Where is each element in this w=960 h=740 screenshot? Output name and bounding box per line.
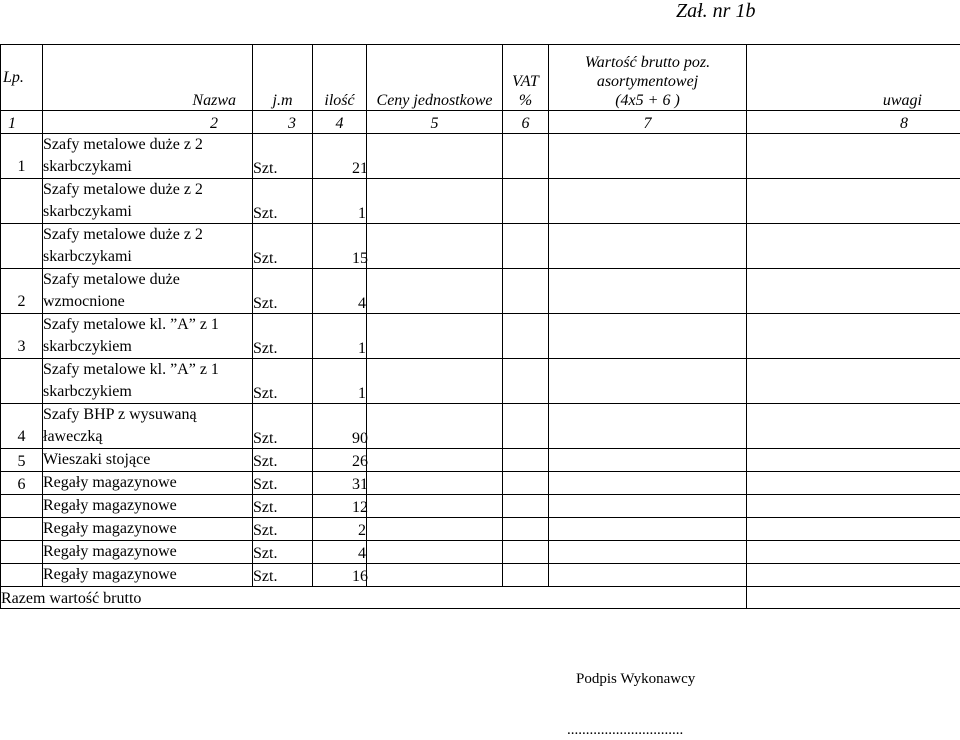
row-unit-price xyxy=(367,518,503,541)
row-qty-value: 16 xyxy=(352,568,368,585)
row-unit-price xyxy=(367,472,503,495)
row-lp: 3 xyxy=(1,314,43,359)
row-qty-value: 1 xyxy=(358,205,366,222)
row-vat xyxy=(503,541,549,564)
row-vat xyxy=(503,472,549,495)
row-notes xyxy=(747,314,960,359)
row-gross-value xyxy=(549,564,747,587)
table-row xyxy=(1,224,960,269)
row-qty-value: 12 xyxy=(352,499,368,516)
row-qty xyxy=(313,359,367,404)
row-unit-price xyxy=(367,224,503,269)
row-name: Szafy metalowe duże z 2 skarbczykami xyxy=(43,224,253,269)
row-lp xyxy=(1,541,43,564)
row-name: Regały magazynowe xyxy=(43,518,253,541)
row-gross-value xyxy=(549,314,747,359)
header-vat-line2: % xyxy=(518,92,533,109)
row-name: Szafy metalowe duże z 2 skarbczykami xyxy=(43,179,253,224)
row-unit-price xyxy=(367,495,503,518)
row-gross-value xyxy=(549,404,747,449)
row-vat xyxy=(503,564,549,587)
row-qty xyxy=(313,224,367,269)
row-lp xyxy=(1,495,43,518)
row-gross-value xyxy=(549,134,747,179)
row-unit-price xyxy=(367,564,503,587)
row-lp: 4 xyxy=(1,404,43,449)
row-lp: 5 xyxy=(1,449,43,472)
price-table xyxy=(0,44,960,609)
row-notes xyxy=(747,134,960,179)
column-number: 7 xyxy=(549,111,747,134)
row-gross-value xyxy=(549,179,747,224)
table-row xyxy=(1,518,960,541)
table-row xyxy=(1,449,960,472)
row-notes xyxy=(747,359,960,404)
row-unit: Szt. xyxy=(253,134,313,179)
row-qty-value: 26 xyxy=(352,453,368,470)
row-name: Regały magazynowe xyxy=(43,541,253,564)
row-lp: 2 xyxy=(1,269,43,314)
row-lp xyxy=(1,224,43,269)
header-vat-line1: VAT xyxy=(512,73,539,90)
row-notes xyxy=(747,518,960,541)
row-gross-value xyxy=(549,472,747,495)
row-unit: Szt. xyxy=(253,224,313,269)
row-unit-price xyxy=(367,359,503,404)
total-row xyxy=(1,587,960,609)
row-vat xyxy=(503,134,549,179)
row-notes xyxy=(747,472,960,495)
row-notes xyxy=(747,269,960,314)
row-notes xyxy=(747,404,960,449)
table-row xyxy=(1,269,960,314)
column-number: 2 xyxy=(43,111,253,134)
row-qty xyxy=(313,518,367,541)
header-gross-line3: (4x5 + 6 ) xyxy=(615,92,680,109)
row-qty xyxy=(313,179,367,224)
row-unit: Szt. xyxy=(253,359,313,404)
row-unit: Szt. xyxy=(253,518,313,541)
row-notes xyxy=(747,564,960,587)
row-qty xyxy=(313,269,367,314)
table-row xyxy=(1,179,960,224)
row-name: Szafy metalowe duże z 2 skarbczykami xyxy=(43,134,253,179)
row-name: Regały magazynowe xyxy=(43,495,253,518)
row-unit-price xyxy=(367,314,503,359)
row-unit-price xyxy=(367,449,503,472)
signature-line: ............................... xyxy=(567,722,684,738)
header-notes: uwagi xyxy=(747,45,960,111)
row-qty-value: 21 xyxy=(352,160,368,177)
row-unit-price xyxy=(367,269,503,314)
row-lp xyxy=(1,564,43,587)
table-row xyxy=(1,472,960,495)
row-vat xyxy=(503,179,549,224)
row-gross-value xyxy=(549,449,747,472)
row-qty-value: 2 xyxy=(358,522,366,539)
row-unit: Szt. xyxy=(253,314,313,359)
row-lp xyxy=(1,518,43,541)
row-name: Szafy metalowe duże wzmocnione xyxy=(43,269,253,314)
row-unit: Szt. xyxy=(253,541,313,564)
header-vat xyxy=(503,45,549,111)
row-vat xyxy=(503,449,549,472)
row-gross-value xyxy=(549,541,747,564)
row-vat xyxy=(503,314,549,359)
total-label: Razem wartość brutto xyxy=(1,587,747,609)
column-number: 5 xyxy=(367,111,503,134)
table-header-row xyxy=(1,45,960,111)
row-lp: 1 xyxy=(1,134,43,179)
table-row xyxy=(1,404,960,449)
table-row xyxy=(1,359,960,404)
attachment-label: Zał. nr 1b xyxy=(676,0,756,22)
row-unit: Szt. xyxy=(253,404,313,449)
total-notes-cell xyxy=(747,587,960,609)
row-name: Szafy BHP z wysuwaną ławeczką xyxy=(43,404,253,449)
header-name: Nazwa xyxy=(43,45,253,111)
row-gross-value xyxy=(549,359,747,404)
row-qty xyxy=(313,404,367,449)
row-unit-price xyxy=(367,541,503,564)
row-vat xyxy=(503,495,549,518)
row-vat xyxy=(503,269,549,314)
row-notes xyxy=(747,541,960,564)
row-qty xyxy=(313,472,367,495)
row-qty xyxy=(313,314,367,359)
row-name: Szafy metalowe kl. ”A” z 1 skarbczykiem xyxy=(43,359,253,404)
column-number: 4 xyxy=(313,111,367,134)
row-qty xyxy=(313,449,367,472)
row-gross-value xyxy=(549,495,747,518)
row-qty xyxy=(313,495,367,518)
row-qty-value: 31 xyxy=(352,476,368,493)
table-row xyxy=(1,541,960,564)
row-vat xyxy=(503,518,549,541)
row-qty xyxy=(313,134,367,179)
column-numbers-row xyxy=(1,111,960,134)
column-number: 3 xyxy=(253,111,313,134)
column-number: 1 xyxy=(1,111,43,134)
signature-label: Podpis Wykonawcy xyxy=(576,671,696,687)
row-name: Wieszaki stojące xyxy=(43,449,253,472)
header-unit: j.m xyxy=(253,45,313,111)
header-qty: ilość xyxy=(313,45,367,111)
row-unit-price xyxy=(367,404,503,449)
row-lp xyxy=(1,179,43,224)
row-vat xyxy=(503,404,549,449)
row-qty-value: 1 xyxy=(358,340,366,357)
row-unit-price xyxy=(367,134,503,179)
row-notes xyxy=(747,224,960,269)
row-gross-value xyxy=(549,224,747,269)
row-notes xyxy=(747,495,960,518)
table-row xyxy=(1,134,960,179)
row-qty-value: 4 xyxy=(358,295,366,312)
header-gross-line2: asortymentowej xyxy=(596,73,699,90)
row-unit: Szt. xyxy=(253,269,313,314)
row-lp: 6 xyxy=(1,472,43,495)
row-notes xyxy=(747,449,960,472)
table-row xyxy=(1,564,960,587)
row-unit: Szt. xyxy=(253,564,313,587)
table-row xyxy=(1,314,960,359)
row-vat xyxy=(503,359,549,404)
row-gross-value xyxy=(549,518,747,541)
header-gross-value xyxy=(549,45,747,111)
header-unit-price: Ceny jednostkowe xyxy=(367,45,503,111)
row-unit-price xyxy=(367,179,503,224)
header-gross-line1: Wartość brutto poz. xyxy=(584,54,711,71)
table-row xyxy=(1,495,960,518)
row-unit: Szt. xyxy=(253,495,313,518)
header-lp: Lp. xyxy=(1,45,43,111)
row-name: Regały magazynowe xyxy=(43,564,253,587)
row-unit: Szt. xyxy=(253,449,313,472)
row-qty-value: 1 xyxy=(358,385,366,402)
row-qty-value: 15 xyxy=(352,250,368,267)
row-vat xyxy=(503,224,549,269)
row-unit: Szt. xyxy=(253,472,313,495)
row-qty xyxy=(313,564,367,587)
column-number: 6 xyxy=(503,111,549,134)
row-name: Regały magazynowe xyxy=(43,472,253,495)
row-qty-value: 4 xyxy=(358,545,366,562)
row-qty xyxy=(313,541,367,564)
row-notes xyxy=(747,179,960,224)
column-number: 8 xyxy=(747,111,960,134)
row-name: Szafy metalowe kl. ”A” z 1 skarbczykiem xyxy=(43,314,253,359)
row-unit: Szt. xyxy=(253,179,313,224)
row-gross-value xyxy=(549,269,747,314)
row-lp xyxy=(1,359,43,404)
row-qty-value: 90 xyxy=(352,430,368,447)
